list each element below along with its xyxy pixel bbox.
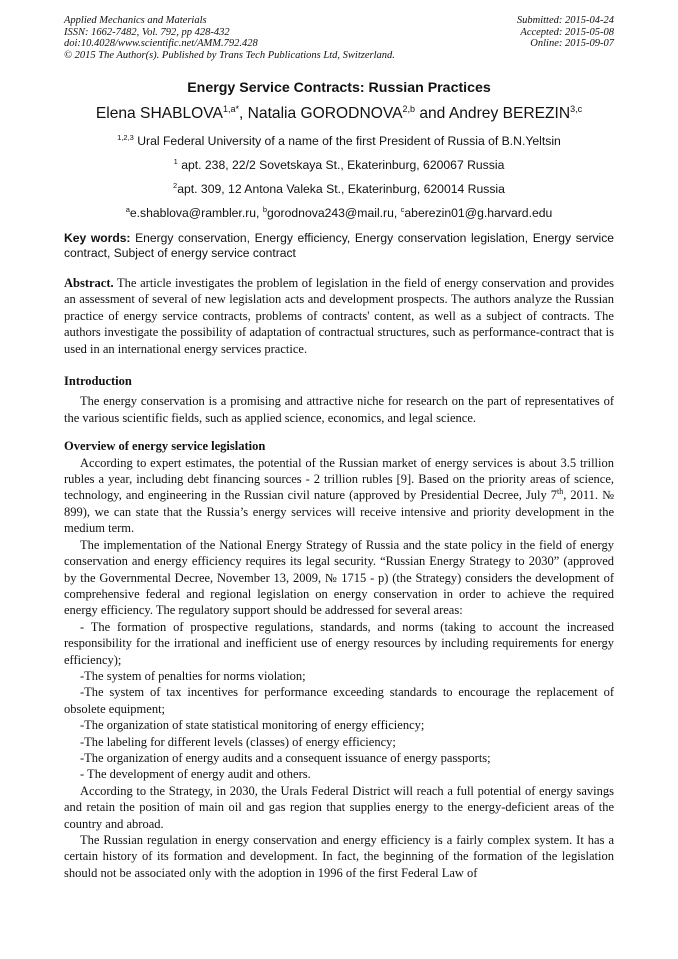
affiliation-address-2 xyxy=(64,179,614,196)
paragraph-text: , 2011. № 899), we can state that the Russia’s energy services will receive intensive and priority development in the medium term. xyxy=(64,488,615,536)
introduction-paragraph: The energy conservation is a promising and attractive niche for research on the part of representatives of the various scientific fields, such as applied science, economics, and legal science. xyxy=(64,394,614,425)
author-name: Elena SHABLOVA xyxy=(95,105,223,123)
list-item: -The labeling for different levels (classes) of energy efficiency; xyxy=(80,734,396,749)
affiliation-text: apt. 309, 12 Antona Valeka St., Ekaterinburg, 620014 Russia xyxy=(177,182,505,197)
journal-doi: doi:10.4028/www.scientific.net/AMM.792.428 xyxy=(64,38,258,50)
journal-issn: ISSN: 1662-7482, Vol. 792, pp 428-432 xyxy=(64,26,230,38)
journal-name: Applied Mechanics and Materials xyxy=(64,15,207,26)
affiliation-text: Ural Federal University of a name of the first President of Russia of B.N.Yeltsin xyxy=(137,134,561,149)
author-separator: , xyxy=(238,105,248,123)
abstract-label: Abstract. xyxy=(64,276,114,290)
paper-body xyxy=(64,275,614,881)
journal-header xyxy=(64,15,395,61)
abstract xyxy=(64,275,614,357)
affiliation-sup: 1,2,3 xyxy=(117,133,134,143)
overview-paragraph: The implementation of the National Energy Strategy of Russia and the state policy in the field of energy conservation and energy efficiency requires its legal security. “Russian Energy Strategy to 2030” (approved by the Governmental Decree, November 13, 2009, № 1715 - р) (the Strategy) considers the development of comprehensive federal and regional legislation on energy conservation in order to achieve the required energy efficiency. The regulatory support should be addressed for several areas: xyxy=(64,537,614,618)
email-sup: c xyxy=(400,205,405,215)
author-list xyxy=(64,99,614,124)
affiliation-address-1 xyxy=(64,155,614,172)
online-date: Online: 2015-09-07 xyxy=(530,38,614,50)
email-sup: a xyxy=(125,205,130,215)
email-link[interactable]: gorodnova243@mail.ru xyxy=(267,206,394,221)
list-item: -The system of penalties for norms violation; xyxy=(80,668,306,683)
accepted-date: Accepted: 2015-05-08 xyxy=(520,26,614,38)
author-sup: 1,a* xyxy=(222,104,239,114)
overview-paragraph xyxy=(64,455,614,537)
author-sup: 2,b xyxy=(402,104,415,114)
list-item: -The organization of energy audits and a consequent issuance of energy passports; xyxy=(80,750,491,765)
email-separator: , xyxy=(393,206,401,221)
introduction-heading: Introduction xyxy=(64,374,132,389)
keywords xyxy=(64,231,614,261)
affiliation-sup: 1 xyxy=(173,157,178,167)
email-separator: , xyxy=(256,206,263,221)
list-item: -The system of tax incentives for performance exceeding standards to encourage the replacement of obsolete equipment; xyxy=(64,685,614,716)
keywords-label: Key words: xyxy=(64,231,131,245)
title-block xyxy=(64,80,614,220)
paragraph-text: According to expert estimates, the potential of the Russian market of energy services is about 3.5 trillion rubles a year, including debt financing sources - 2 trillion rubles [9]. Based on the priority areas of science, technology, and engineering in the Russian civil nature (approved by Presidential Decree, July 7 xyxy=(64,455,614,503)
email-link[interactable]: e.shablova@rambler.ru xyxy=(129,206,257,221)
overview-paragraph: The Russian regulation in energy conservation and energy efficiency is a fairly complex system. It has a certain history of its formation and development. In fact, the beginning of the formation of the legislation should not be associated only with the adoption in 1996 of the first Federal Law of xyxy=(64,833,614,880)
paper-title: Energy Service Contracts: Russian Practices xyxy=(187,80,491,96)
author-sup: 3,c xyxy=(570,104,583,114)
email-sup: b xyxy=(262,205,267,215)
keywords-text: Energy conservation, Energy efficiency, Energy conservation legislation, Energy service contract, Subject of energy service contract xyxy=(64,231,615,260)
journal-copyright: © 2015 The Author(s). Published by Trans Tech Publications Ltd, Switzerland. xyxy=(64,49,395,61)
submitted-date: Submitted: 2015-04-24 xyxy=(516,15,614,26)
author-separator: and xyxy=(415,105,449,123)
affiliation-main xyxy=(64,131,614,148)
dates-header xyxy=(517,15,614,50)
author-name: Natalia GORODNOVA xyxy=(247,105,403,123)
overview-heading: Overview of energy service legislation xyxy=(64,439,266,454)
list-item: -The organization of state statistical monitoring of energy efficiency; xyxy=(80,718,425,733)
list-item: - The formation of prospective regulations, standards, and norms (taking to account the increased responsibility for the irrational and inefficient use of energy resources by including requirements for energy efficiency); xyxy=(64,619,614,667)
affiliation-text: apt. 238, 22/2 Sovetskaya St., Ekaterinburg, 620067 Russia xyxy=(181,158,505,173)
author-name: Andrey BEREZIN xyxy=(448,105,571,123)
overview-paragraph: According to the Strategy, in 2030, the Urals Federal District will reach a full potential of energy savings and retain the position of main oil and gas region that supplies energy to the energy-deficient areas of the country and abroad. xyxy=(64,783,614,831)
list-item: - The development of energy audit and others. xyxy=(80,767,311,782)
affiliation-sup: 2 xyxy=(173,181,178,191)
email-link[interactable]: aberezin01@g.harvard.edu xyxy=(404,206,553,221)
abstract-text: The article investigates the problem of legislation in the field of energy conservation and provides an assessment of several of new legislation acts and development prospects. The authors analyze the Russian practice of energy service contracts, problems of contracts' content, as well as a subject of contracts. The authors investigate the possibility of adaptation of contractual structures, such as performance-contract that is used in an international energy services practice. xyxy=(64,276,614,356)
email-list xyxy=(64,203,614,220)
ordinal-sup: th xyxy=(557,487,564,497)
